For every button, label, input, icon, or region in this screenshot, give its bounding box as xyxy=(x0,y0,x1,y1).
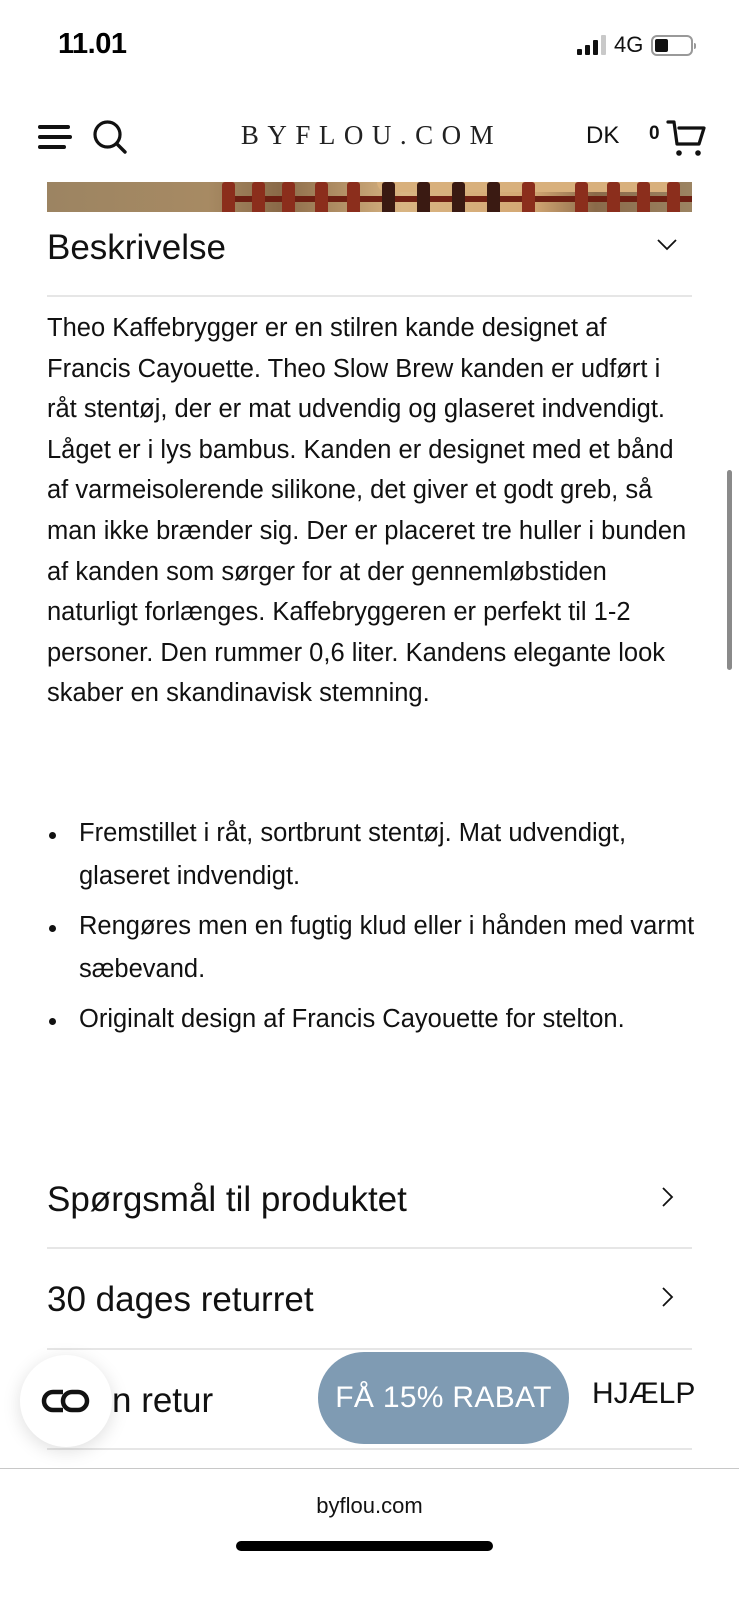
battery-icon xyxy=(651,35,693,56)
site-logo[interactable]: BYFLOU.COM xyxy=(240,120,503,150)
cart-count: 0 xyxy=(649,123,660,144)
product-image xyxy=(47,182,692,212)
divider xyxy=(47,295,692,297)
browser-bottom-bar xyxy=(0,1468,739,1600)
feature-list xyxy=(47,812,697,1048)
list-item: Fremstillet i råt, sortbrunt stentøj. Mat udvendigt, glaseret indvendigt. xyxy=(47,812,697,898)
co-logo-icon xyxy=(41,1387,91,1415)
help-button[interactable]: HJÆLP xyxy=(592,1377,696,1410)
status-time: 11.01 xyxy=(58,28,127,60)
chat-widget-button[interactable] xyxy=(20,1355,112,1447)
accordion-title[interactable]: 30 dages returret xyxy=(47,1280,314,1319)
status-indicators xyxy=(577,33,693,57)
chevron-down-icon[interactable] xyxy=(656,234,678,256)
accordion-title[interactable]: Beskrivelse xyxy=(47,228,226,267)
accordion-title[interactable]: n retur xyxy=(112,1381,214,1420)
chevron-right-icon[interactable] xyxy=(656,1286,678,1308)
home-indicator[interactable] xyxy=(236,1541,493,1551)
scrollbar[interactable] xyxy=(727,470,732,670)
accordion-title[interactable]: Spørgsmål til produktet xyxy=(47,1180,407,1219)
cart-icon[interactable] xyxy=(664,118,708,158)
language-selector[interactable]: DK xyxy=(586,122,620,149)
network-type: 4G xyxy=(614,32,644,57)
divider xyxy=(47,1348,692,1350)
chevron-right-icon[interactable] xyxy=(656,1186,678,1208)
list-item: Originalt design af Francis Cayouette for stelton. xyxy=(47,998,697,1041)
description-text: Theo Kaffebrygger er en stilren kande designet af Francis Cayouette. Theo Slow Brew kanden er udført i råt stentøj, der er mat udvendig og glaseret indvendigt. Låget er i lys bambus. Kanden er designet med et bånd af varmeisolerende silikone, det giver et godt greb, så man ikke brænder sig. Der er placeret tre huller i bunden af kanden som sørger for at der gennemløbstiden naturligt forlænges. Kaffebryggeren er perfekt til 1-2 personer. Den rummer 0,6 liter. Kandens elegante look skaber en skandinavisk stemning. xyxy=(47,314,687,708)
divider xyxy=(47,1247,692,1249)
url-bar[interactable]: byflou.com xyxy=(316,1493,423,1518)
discount-button[interactable]: FÅ 15% RABAT xyxy=(318,1352,569,1444)
list-item: Rengøres men en fugtig klud eller i hånden med varmt sæbevand. xyxy=(47,905,697,991)
divider xyxy=(47,1448,692,1450)
signal-icon xyxy=(577,35,606,55)
